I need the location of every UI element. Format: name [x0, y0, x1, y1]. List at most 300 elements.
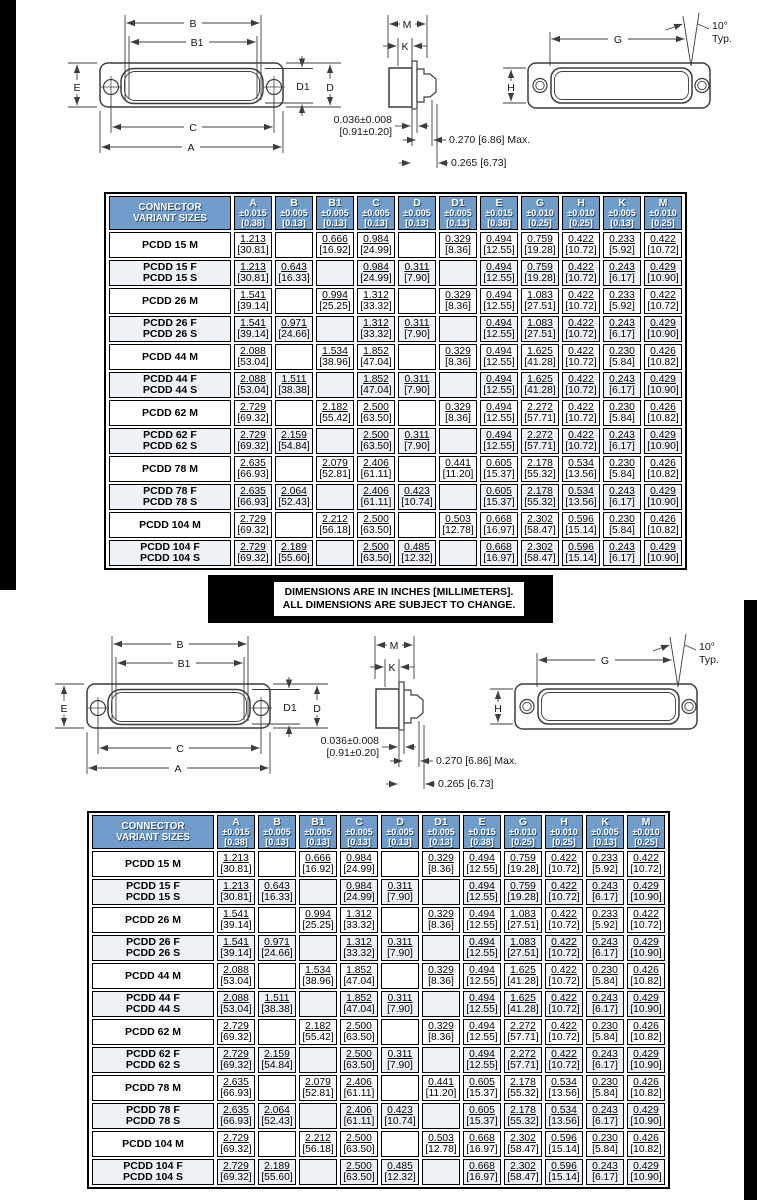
dim-M-cell: 0.426 [10.82]	[644, 456, 682, 482]
dim-M-cell: 0.429 [10.90]	[644, 484, 682, 510]
dim-G-cell: 0.759 [19.28]	[521, 260, 559, 286]
variant-name: PCDD 62 F PCDD 62 S	[109, 428, 231, 454]
dim-H-cell: 0.534 [13.56]	[545, 1075, 583, 1101]
dim-label-D: D	[313, 703, 321, 715]
table-row	[109, 344, 682, 370]
dim-B1-cell	[299, 879, 337, 905]
dim-A-cell: 2.088 [53.04]	[234, 372, 272, 398]
dim-H-cell: 0.422 [10.72]	[562, 428, 600, 454]
dim-H-cell: 0.422 [10.72]	[562, 344, 600, 370]
dim-E-cell: 0.668 [16.97]	[463, 1159, 501, 1185]
dim-B-cell: 0.971 [24.66]	[275, 316, 313, 342]
column-header-D: D ±0.005 [0.13]	[398, 196, 436, 230]
dim-A-cell: 1.541 [39.14]	[217, 935, 255, 961]
dim-B1-cell	[299, 991, 337, 1017]
dim-B-cell: 2.064 [52.43]	[275, 484, 313, 510]
dim-M-cell: 0.426 [10.82]	[644, 344, 682, 370]
dim-A-cell: 2.729 [69.32]	[217, 1131, 255, 1157]
dim-M-cell: 0.429 [10.90]	[644, 316, 682, 342]
dim-B-cell	[258, 1075, 296, 1101]
variant-name: PCDD 104 F PCDD 104 S	[92, 1159, 214, 1185]
dim-B1-cell	[316, 540, 354, 566]
dim-G-cell: 1.083 [27.51]	[504, 935, 542, 961]
dim-K-cell: 0.230 [5.84]	[603, 344, 641, 370]
dim-label-E: E	[73, 82, 81, 94]
dim-label-C: C	[189, 122, 197, 134]
dim-K-cell: 0.243 [6.17]	[603, 260, 641, 286]
variant-name: PCDD 15 M	[109, 232, 231, 258]
dim-B-cell: 2.189 [55.60]	[258, 1159, 296, 1185]
dim-C-cell: 2.406 [61.11]	[340, 1103, 378, 1129]
dim-M-cell: 0.429 [10.90]	[627, 1047, 665, 1073]
dim-B1-cell: 0.666 [16.92]	[299, 851, 337, 877]
dim-G-cell: 2.272 [57.71]	[521, 428, 559, 454]
dim-A-cell: 2.088 [53.04]	[217, 963, 255, 989]
tolerance-inches-note: 0.036±0.008	[333, 114, 392, 126]
dim-B-cell: 2.064 [52.43]	[258, 1103, 296, 1129]
dim-D-cell	[398, 400, 436, 426]
dim-C-cell: 2.500 [63.50]	[340, 1131, 378, 1157]
dim-B-cell	[275, 400, 313, 426]
dim-B-cell: 1.511 [38.38]	[275, 372, 313, 398]
dim-D-cell: 0.311 [7.90]	[381, 879, 419, 905]
dim-G-cell: 0.759 [19.28]	[521, 232, 559, 258]
dim-G-cell: 2.302 [58.47]	[521, 540, 559, 566]
dim-H-cell: 0.422 [10.72]	[562, 288, 600, 314]
dim-H-cell: 0.422 [10.72]	[545, 1019, 583, 1045]
column-header-A: A ±0.015 [0.38]	[234, 196, 272, 230]
dim-M-cell: 0.426 [10.82]	[627, 1019, 665, 1045]
depth-note: 0.265 [6.73]	[451, 157, 507, 169]
dim-K-cell: 0.233 [5.92]	[586, 851, 624, 877]
dim-B1-cell: 0.666 [16.92]	[316, 232, 354, 258]
dim-label-D: D	[326, 82, 334, 94]
draft-angle-typ-label: Typ.	[712, 33, 732, 45]
dim-K-cell: 0.243 [6.17]	[603, 484, 641, 510]
dim-B-cell	[275, 344, 313, 370]
dim-K-cell: 0.230 [5.84]	[603, 456, 641, 482]
dim-B1-cell: 1.534 [38.96]	[316, 344, 354, 370]
dim-D-cell	[381, 851, 419, 877]
connector-body-profile	[389, 68, 412, 107]
dim-D1-cell	[422, 935, 460, 961]
column-header-K: K ±0.005 [0.13]	[603, 196, 641, 230]
dim-C-cell: 1.852 [47.04]	[340, 991, 378, 1017]
table-row	[92, 1131, 665, 1157]
dim-M-cell: 0.422 [10.72]	[627, 907, 665, 933]
variant-name: PCDD 26 F PCDD 26 S	[109, 316, 231, 342]
side-view	[334, 15, 530, 169]
dim-E-cell: 0.494 [12.55]	[480, 288, 518, 314]
dim-A-cell: 2.729 [69.32]	[234, 512, 272, 538]
dim-D-cell: 0.423 [10.74]	[398, 484, 436, 510]
dim-B1-cell: 2.182 [55.42]	[299, 1019, 337, 1045]
depth-note: 0.265 [6.73]	[438, 778, 494, 790]
dim-A-cell: 1.213 [30.81]	[217, 851, 255, 877]
dimensions-note-box	[274, 582, 524, 616]
dim-E-cell: 0.494 [12.55]	[463, 935, 501, 961]
dim-C-cell: 0.984 [24.99]	[357, 232, 395, 258]
variant-name: PCDD 104 M	[109, 512, 231, 538]
dim-B-cell	[258, 963, 296, 989]
dim-M-cell: 0.429 [10.90]	[644, 372, 682, 398]
variant-name: PCDD 62 M	[92, 1019, 214, 1045]
table-row	[109, 400, 682, 426]
column-header-E: E ±0.015 [0.38]	[480, 196, 518, 230]
dim-M-cell: 0.422 [10.72]	[644, 232, 682, 258]
dim-M-cell: 0.429 [10.90]	[627, 991, 665, 1017]
dim-H-cell: 0.422 [10.72]	[545, 907, 583, 933]
dim-C-cell: 1.852 [47.04]	[357, 372, 395, 398]
dim-B1-cell: 2.212 [56.18]	[316, 512, 354, 538]
dim-D1-cell	[439, 484, 477, 510]
dim-H-cell: 0.534 [13.56]	[562, 484, 600, 510]
dim-D1-cell	[439, 428, 477, 454]
dim-C-cell: 2.500 [63.50]	[357, 540, 395, 566]
dim-D-cell	[398, 512, 436, 538]
dim-A-cell: 2.635 [66.93]	[234, 484, 272, 510]
dim-B-cell: 0.643 [16.33]	[258, 879, 296, 905]
dim-D1-cell: 0.441 [11.20]	[439, 456, 477, 482]
dim-K-cell: 0.243 [6.17]	[586, 1103, 624, 1129]
dim-M-cell: 0.429 [10.90]	[644, 540, 682, 566]
rear-view	[503, 13, 732, 108]
variant-name: PCDD 78 F PCDD 78 S	[109, 484, 231, 510]
table-row	[109, 484, 682, 510]
flange-plate-profile	[412, 61, 417, 109]
dim-D-cell: 0.485 [12.32]	[398, 540, 436, 566]
column-header-G: G ±0.010 [0.25]	[504, 815, 542, 849]
dim-E-cell: 0.668 [16.97]	[480, 540, 518, 566]
variant-name: PCDD 78 M	[109, 456, 231, 482]
dim-D-cell	[381, 1075, 419, 1101]
dim-G-cell: 1.625 [41.28]	[521, 372, 559, 398]
dim-B1-cell	[316, 316, 354, 342]
table-row	[109, 232, 682, 258]
dim-B1-cell: 0.994 [25.25]	[316, 288, 354, 314]
dim-label-M: M	[389, 640, 399, 652]
dim-C-cell: 0.984 [24.99]	[357, 260, 395, 286]
dim-M-cell: 0.429 [10.90]	[627, 1103, 665, 1129]
dim-E-cell: 0.605 [15.37]	[480, 484, 518, 510]
dim-E-cell: 0.494 [12.55]	[463, 879, 501, 905]
dim-B-cell	[258, 1019, 296, 1045]
dim-B1-cell	[299, 1047, 337, 1073]
dim-M-cell: 0.429 [10.90]	[644, 260, 682, 286]
dim-D-cell	[381, 963, 419, 989]
dim-K-cell: 0.243 [6.17]	[586, 935, 624, 961]
variant-name: PCDD 44 M	[92, 963, 214, 989]
dim-G-cell: 2.178 [55.32]	[504, 1075, 542, 1101]
dim-M-cell: 0.426 [10.82]	[644, 400, 682, 426]
technical-drawing	[0, 621, 744, 811]
dim-E-cell: 0.494 [12.55]	[463, 1047, 501, 1073]
dimension-table-bottom	[87, 811, 670, 1189]
variant-name: PCDD 62 M	[109, 400, 231, 426]
dim-E-cell: 0.494 [12.55]	[480, 400, 518, 426]
dim-D1-cell	[439, 316, 477, 342]
dim-E-cell: 0.668 [16.97]	[480, 512, 518, 538]
dim-label-A: A	[187, 142, 195, 154]
dim-K-cell: 0.230 [5.84]	[586, 1075, 624, 1101]
table-row	[92, 907, 665, 933]
dim-K-cell: 0.243 [6.17]	[603, 316, 641, 342]
dim-G-cell: 1.625 [41.28]	[504, 963, 542, 989]
dim-H-cell: 0.596 [15.14]	[562, 540, 600, 566]
dim-G-cell: 1.625 [41.28]	[521, 344, 559, 370]
dim-C-cell: 2.406 [61.11]	[357, 484, 395, 510]
dim-B-cell	[275, 512, 313, 538]
table-row	[92, 1075, 665, 1101]
dim-B-cell: 0.971 [24.66]	[258, 935, 296, 961]
dim-B-cell: 2.159 [54.84]	[275, 428, 313, 454]
table-row	[92, 851, 665, 877]
column-header-A: A ±0.015 [0.38]	[217, 815, 255, 849]
dim-H-cell: 0.422 [10.72]	[545, 991, 583, 1017]
table-row	[92, 1047, 665, 1073]
dim-C-cell: 2.500 [63.50]	[340, 1047, 378, 1073]
dim-C-cell: 1.312 [33.32]	[357, 288, 395, 314]
dim-H-cell: 0.422 [10.72]	[562, 372, 600, 398]
dim-label-E: E	[60, 703, 68, 715]
dim-G-cell: 1.083 [27.51]	[504, 907, 542, 933]
variant-name: PCDD 104 M	[92, 1131, 214, 1157]
dim-D1-cell: 0.329 [8.36]	[439, 344, 477, 370]
dim-A-cell: 1.213 [30.81]	[234, 232, 272, 258]
dim-D-cell: 0.485 [12.32]	[381, 1159, 419, 1185]
dim-A-cell: 2.729 [69.32]	[217, 1047, 255, 1073]
dim-D1-cell: 0.329 [8.36]	[439, 288, 477, 314]
dim-C-cell: 1.312 [33.32]	[340, 935, 378, 961]
dim-E-cell: 0.494 [12.55]	[480, 316, 518, 342]
dim-D-cell: 0.311 [7.90]	[398, 428, 436, 454]
column-header-D: D ±0.005 [0.13]	[381, 815, 419, 849]
dim-label-D1: D1	[296, 81, 310, 93]
dim-A-cell: 1.541 [39.14]	[234, 288, 272, 314]
dim-C-cell: 1.852 [47.04]	[357, 344, 395, 370]
dim-B-cell	[258, 851, 296, 877]
dim-D-cell	[398, 232, 436, 258]
dim-H-cell: 0.422 [10.72]	[562, 316, 600, 342]
dim-C-cell: 1.312 [33.32]	[340, 907, 378, 933]
dim-label-K: K	[388, 662, 396, 674]
column-header-C: C ±0.005 [0.13]	[357, 196, 395, 230]
variant-name: PCDD 26 M	[109, 288, 231, 314]
dim-B-cell	[275, 232, 313, 258]
table-row	[92, 879, 665, 905]
connector-body-profile	[376, 689, 399, 728]
dim-D-cell: 0.311 [7.90]	[398, 372, 436, 398]
tolerance-mm-note: [0.91±0.20]	[339, 126, 392, 138]
dim-A-cell: 2.729 [69.32]	[234, 428, 272, 454]
dim-D1-cell: 0.329 [8.36]	[422, 1019, 460, 1045]
header-row	[109, 196, 682, 230]
table-row	[92, 1019, 665, 1045]
dim-D1-cell: 0.441 [11.20]	[422, 1075, 460, 1101]
dim-B1-cell: 1.534 [38.96]	[299, 963, 337, 989]
dim-D1-cell: 0.329 [8.36]	[422, 963, 460, 989]
dim-D-cell: 0.423 [10.74]	[381, 1103, 419, 1129]
column-header-B1: B1 ±0.005 [0.13]	[316, 196, 354, 230]
tolerance-inches-note: 0.036±0.008	[320, 735, 379, 747]
column-header-D1: D1 ±0.005 [0.13]	[439, 196, 477, 230]
dim-G-cell: 2.302 [58.47]	[521, 512, 559, 538]
dim-K-cell: 0.243 [6.17]	[586, 991, 624, 1017]
dim-label-H: H	[507, 82, 515, 94]
dim-E-cell: 0.668 [16.97]	[463, 1131, 501, 1157]
dim-E-cell: 0.494 [12.55]	[480, 232, 518, 258]
dim-D1-cell: 0.329 [8.36]	[422, 851, 460, 877]
dim-B1-cell	[299, 1103, 337, 1129]
dim-M-cell: 0.426 [10.82]	[627, 1075, 665, 1101]
dim-K-cell: 0.243 [6.17]	[603, 540, 641, 566]
dim-H-cell: 0.422 [10.72]	[545, 935, 583, 961]
table-row	[109, 512, 682, 538]
dim-label-A: A	[174, 763, 182, 775]
dim-E-cell: 0.494 [12.55]	[463, 963, 501, 989]
dim-A-cell: 1.213 [30.81]	[234, 260, 272, 286]
dim-B1-cell	[316, 484, 354, 510]
dim-label-B: B	[176, 639, 184, 651]
dim-H-cell: 0.422 [10.72]	[545, 1047, 583, 1073]
dim-D-cell: 0.311 [7.90]	[381, 935, 419, 961]
dim-A-cell: 2.635 [66.93]	[217, 1103, 255, 1129]
dim-K-cell: 0.230 [5.84]	[586, 963, 624, 989]
variant-name: PCDD 62 F PCDD 62 S	[92, 1047, 214, 1073]
dim-D1-cell: 0.329 [8.36]	[439, 232, 477, 258]
dim-K-cell: 0.243 [6.17]	[586, 1047, 624, 1073]
dim-D1-cell: 0.329 [8.36]	[422, 907, 460, 933]
dim-B-cell	[258, 907, 296, 933]
dim-D-cell	[398, 288, 436, 314]
dim-B-cell: 2.159 [54.84]	[258, 1047, 296, 1073]
connector-variant-sizes-header: CONNECTOR VARIANT SIZES	[92, 815, 214, 849]
dim-C-cell: 0.984 [24.99]	[340, 851, 378, 877]
dim-D1-cell: 0.503 [12.78]	[422, 1131, 460, 1157]
dim-A-cell: 2.635 [66.93]	[217, 1075, 255, 1101]
variant-name: PCDD 26 M	[92, 907, 214, 933]
dim-E-cell: 0.494 [12.55]	[463, 851, 501, 877]
leader-lines	[395, 100, 448, 168]
dim-G-cell: 2.178 [55.32]	[521, 484, 559, 510]
dim-D-cell	[381, 1019, 419, 1045]
d-opening-outer	[121, 69, 263, 104]
dim-A-cell: 2.635 [66.93]	[234, 456, 272, 482]
table-row	[109, 540, 682, 566]
dim-D1-cell: 0.503 [12.78]	[439, 512, 477, 538]
dim-label-B1: B1	[177, 658, 191, 670]
dim-K-cell: 0.230 [5.84]	[603, 400, 641, 426]
dim-C-cell: 2.500 [63.50]	[357, 400, 395, 426]
dim-M-cell: 0.422 [10.72]	[627, 851, 665, 877]
dim-A-cell: 2.088 [53.04]	[217, 991, 255, 1017]
dim-D1-cell	[439, 372, 477, 398]
dim-M-cell: 0.426 [10.82]	[627, 1131, 665, 1157]
variant-name: PCDD 44 F PCDD 44 S	[109, 372, 231, 398]
dim-A-cell: 2.729 [69.32]	[234, 540, 272, 566]
connector-variant-sizes-header: CONNECTOR VARIANT SIZES	[109, 196, 231, 230]
dim-B1-cell	[299, 935, 337, 961]
dim-M-cell: 0.429 [10.90]	[627, 879, 665, 905]
dim-B-cell	[275, 288, 313, 314]
dim-H-cell: 0.422 [10.72]	[545, 851, 583, 877]
dim-A-cell: 2.088 [53.04]	[234, 344, 272, 370]
dim-B-cell: 0.643 [16.33]	[275, 260, 313, 286]
dim-E-cell: 0.605 [15.37]	[480, 456, 518, 482]
dim-M-cell: 0.422 [10.72]	[644, 288, 682, 314]
top-drawing-section	[0, 0, 757, 190]
dim-B1-cell: 2.079 [52.81]	[316, 456, 354, 482]
column-header-B: B ±0.005 [0.13]	[258, 815, 296, 849]
column-header-M: M ±0.010 [0.25]	[627, 815, 665, 849]
dim-C-cell: 2.500 [63.50]	[340, 1159, 378, 1185]
front-view	[55, 636, 328, 775]
front-view	[68, 15, 341, 154]
dim-C-cell: 1.852 [47.04]	[340, 963, 378, 989]
dim-K-cell: 0.233 [5.92]	[603, 288, 641, 314]
d-opening-outer	[108, 690, 250, 725]
dim-M-cell: 0.429 [10.90]	[627, 935, 665, 961]
column-header-C: C ±0.005 [0.13]	[340, 815, 378, 849]
dim-C-cell: 1.312 [33.32]	[357, 316, 395, 342]
dim-D1-cell	[422, 879, 460, 905]
column-header-M: M ±0.010 [0.25]	[644, 196, 682, 230]
variant-name: PCDD 26 F PCDD 26 S	[92, 935, 214, 961]
dim-H-cell: 0.596 [15.14]	[562, 512, 600, 538]
banner-line-2: ALL DIMENSIONS ARE SUBJECT TO CHANGE.	[282, 600, 516, 611]
table-row	[92, 991, 665, 1017]
dim-E-cell: 0.494 [12.55]	[480, 372, 518, 398]
column-header-H: H ±0.010 [0.25]	[545, 815, 583, 849]
dim-B-cell	[275, 456, 313, 482]
dim-D1-cell	[422, 1159, 460, 1185]
draft-angle-label: 10°	[699, 641, 715, 653]
dim-K-cell: 0.243 [6.17]	[586, 1159, 624, 1185]
variant-name: PCDD 44 M	[109, 344, 231, 370]
dim-A-cell: 2.729 [69.32]	[234, 400, 272, 426]
dim-D1-cell	[422, 1047, 460, 1073]
dim-M-cell: 0.426 [10.82]	[627, 963, 665, 989]
header-row	[92, 815, 665, 849]
dim-D-cell	[381, 907, 419, 933]
dim-D-cell	[381, 1131, 419, 1157]
dim-G-cell: 1.625 [41.28]	[504, 991, 542, 1017]
dim-D1-cell	[439, 540, 477, 566]
dim-G-cell: 2.302 [58.47]	[504, 1131, 542, 1157]
dim-C-cell: 2.500 [63.50]	[357, 428, 395, 454]
dim-B-cell	[258, 1131, 296, 1157]
right-edge-black-strip	[744, 600, 757, 1200]
dim-H-cell: 0.534 [13.56]	[545, 1103, 583, 1129]
leader-lines	[382, 721, 435, 789]
dim-G-cell: 2.272 [57.71]	[521, 400, 559, 426]
table-row	[109, 456, 682, 482]
dim-H-cell: 0.422 [10.72]	[545, 879, 583, 905]
dim-D-cell	[398, 344, 436, 370]
dim-B-cell: 2.189 [55.60]	[275, 540, 313, 566]
variant-name: PCDD 104 F PCDD 104 S	[109, 540, 231, 566]
banner-line-1: DIMENSIONS ARE IN INCHES [MILLIMETERS].	[284, 587, 514, 598]
rear-view	[490, 634, 719, 729]
dim-D-cell: 0.311 [7.90]	[381, 991, 419, 1017]
dim-label-H: H	[494, 703, 502, 715]
dim-M-cell: 0.426 [10.82]	[644, 512, 682, 538]
rear-cavity-outer	[551, 68, 692, 103]
tolerance-mm-note: [0.91±0.20]	[326, 747, 379, 759]
dim-B1-cell	[299, 1159, 337, 1185]
column-header-B1: B1 ±0.005 [0.13]	[299, 815, 337, 849]
dim-C-cell: 2.500 [63.50]	[340, 1019, 378, 1045]
